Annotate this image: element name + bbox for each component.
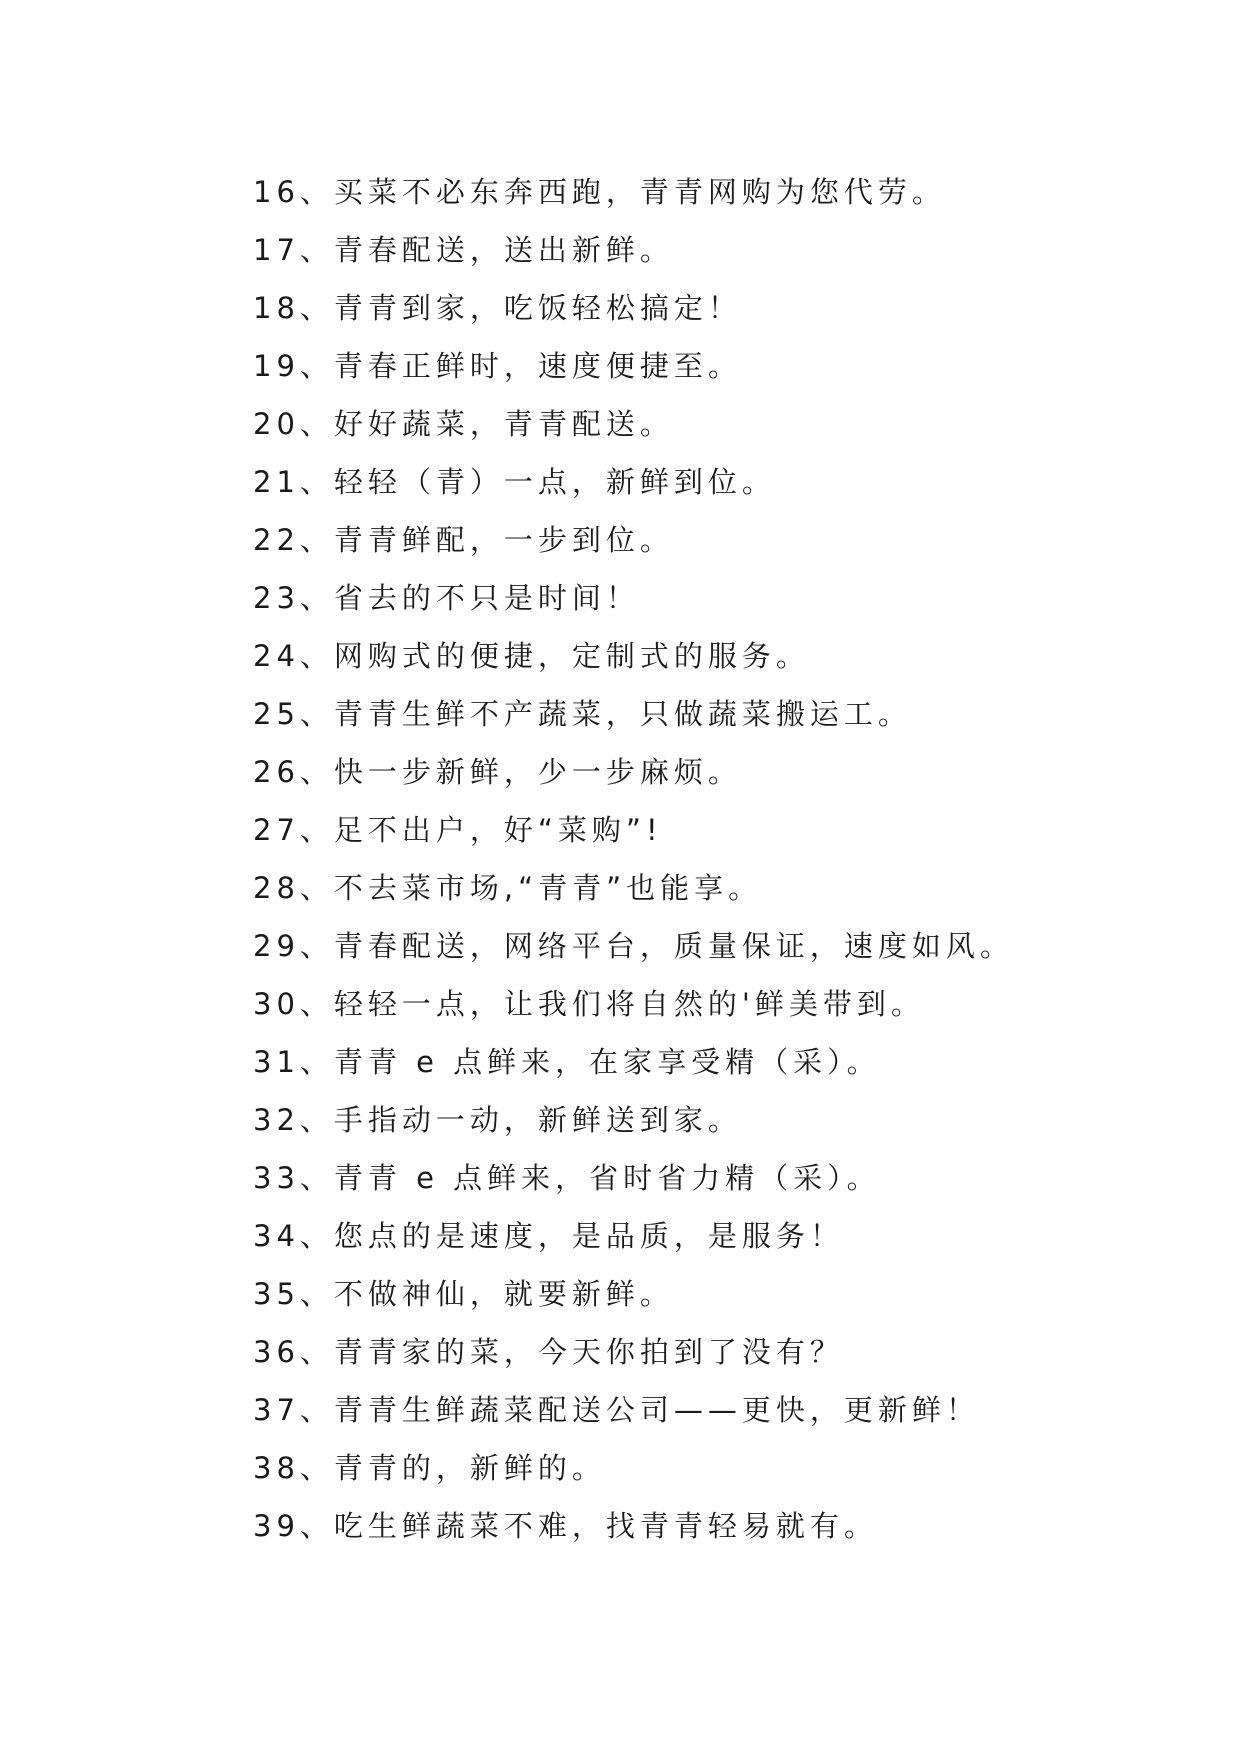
- slogan-line-25: 25、青青生鲜不产蔬菜，只做蔬菜搬运工。: [253, 697, 912, 731]
- slogan-line-28: 28、不去菜市场,“青青”也能享。: [253, 871, 763, 905]
- slogan-line-37: 37、青青生鲜蔬菜配送公司——更快，更新鲜！: [253, 1393, 980, 1427]
- slogan-line-27: 27、足不出户，好“菜购”!: [253, 813, 663, 847]
- slogan-line-29: 29、青春配送，网络平台，质量保证，速度如风。: [253, 929, 1014, 963]
- slogan-line-36: 36、青青家的菜，今天你拍到了没有？: [253, 1335, 844, 1369]
- slogan-line-20: 20、好好蔬菜，青青配送。: [253, 407, 674, 441]
- slogan-line-16: 16、买菜不必东奔西跑，青青网购为您代劳。: [253, 175, 946, 209]
- slogan-line-23: 23、省去的不只是时间！: [253, 581, 640, 615]
- slogan-line-22: 22、青青鲜配，一步到位。: [253, 523, 674, 557]
- slogan-line-34: 34、您点的是速度，是品质，是服务！: [253, 1219, 844, 1253]
- slogan-line-39: 39、吃生鲜蔬菜不难，找青青轻易就有。: [253, 1509, 878, 1543]
- slogan-line-19: 19、青春正鲜时，速度便捷至。: [253, 349, 742, 383]
- slogan-list: [253, 163, 1014, 1555]
- slogan-line-35: 35、不做神仙，就要新鲜。: [253, 1277, 674, 1311]
- slogan-line-26: 26、快一步新鲜，少一步麻烦。: [253, 755, 742, 789]
- slogan-line-24: 24、网购式的便捷，定制式的服务。: [253, 639, 810, 673]
- slogan-line-32: 32、手指动一动，新鲜送到家。: [253, 1103, 742, 1137]
- slogan-line-33: 33、青青 e 点鲜来，省时省力精（采）。: [253, 1161, 881, 1195]
- slogan-line-38: 38、青青的，新鲜的。: [253, 1451, 606, 1485]
- slogan-line-30: 30、轻轻一点，让我们将自然的'鲜美带到。: [253, 987, 925, 1021]
- slogan-line-17: 17、青春配送，送出新鲜。: [253, 233, 674, 267]
- slogan-line-21: 21、轻轻（青）一点，新鲜到位。: [253, 465, 776, 499]
- slogan-line-18: 18、青青到家，吃饭轻松搞定！: [253, 291, 742, 325]
- slogan-line-31: 31、青青 e 点鲜来，在家享受精（采）。: [253, 1045, 881, 1079]
